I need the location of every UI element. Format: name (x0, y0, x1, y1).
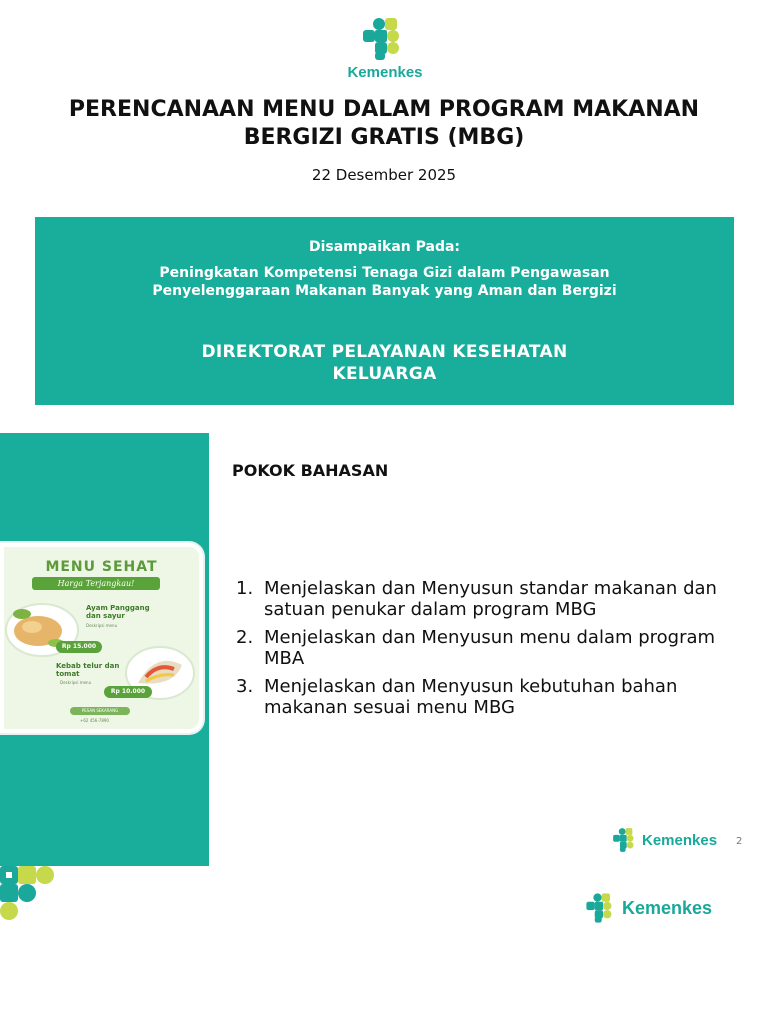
footer-logo-wordmark: Kemenkes (622, 898, 713, 918)
list-item-number: 3. (236, 676, 254, 697)
list-item (232, 676, 752, 718)
order-button: PESAN SEKARANG (70, 707, 130, 715)
list-item-text: Menjelaskan dan Menyusun menu dalam program MBA (264, 627, 716, 669)
footer-logo-large (585, 892, 735, 926)
menu-item-1-name: Ayam Panggang dan sayur (86, 604, 150, 620)
kemenkes-logo-icon (361, 16, 407, 62)
kemenkes-logo (341, 16, 429, 84)
menu-item-2-name: Kebab telur dan tomat (56, 662, 120, 678)
banner-event-line-2: Penyelenggaraan Makanan Banyak yang Aman dan Bergizi (152, 283, 617, 299)
menu-phone: +62 456-7890 (80, 718, 109, 723)
menu-sehat-image (0, 543, 203, 733)
menu-card-inner (4, 547, 199, 729)
list-item (232, 627, 752, 669)
banner-event (35, 264, 734, 300)
corner-decoration-icon (0, 866, 56, 922)
banner-directorate-line-1: DIREKTORAT PELAYANAN KESEHATAN (201, 342, 568, 362)
list-item (232, 578, 752, 620)
menu-card-heading: MENU SEHAT (45, 559, 158, 575)
banner-directorate-line-2: KELUARGA (332, 364, 437, 384)
menu-item-1-desc: Deskripsi menu (86, 623, 118, 628)
kemenkes-logo-icon (585, 892, 617, 924)
topics-list (232, 578, 752, 725)
menu-item-2-price: Rp 10.000 (104, 686, 152, 698)
banner-event-line-1: Peningkatan Kompetensi Tenaga Gizi dalam Pengawasan (159, 265, 610, 281)
page-number: 2 (736, 836, 743, 847)
footer-logo-wordmark: Kemenkes (642, 832, 718, 849)
list-item-text: Menjelaskan dan Menyusun kebutuhan bahan makanan sesuai menu MBG (264, 676, 678, 718)
presentation-date: 22 Desember 2025 (311, 166, 457, 184)
section-title: POKOK BAHASAN (232, 461, 389, 480)
banner-directorate (35, 341, 734, 385)
list-item-number: 1. (236, 578, 254, 599)
logo-wordmark: Kemenkes (347, 64, 423, 81)
menu-item-1-price: Rp 15.000 (56, 641, 102, 653)
list-item-number: 2. (236, 627, 254, 648)
presentation-banner (35, 217, 734, 405)
menu-card-ribbon: Harga Terjangkau! (32, 577, 160, 590)
list-item-text: Menjelaskan dan Menyusun standar makanan dan satuan penukar dalam program MBG (264, 578, 717, 620)
kemenkes-logo-icon (612, 826, 638, 854)
banner-label: Disampaikan Pada: (308, 239, 461, 255)
menu-item-2-desc: Deskripsi menu (60, 680, 92, 685)
page-title: PERENCANAAN MENU DALAM PROGRAM MAKANAN BERGIZI GRATIS (MBG) (68, 97, 700, 150)
